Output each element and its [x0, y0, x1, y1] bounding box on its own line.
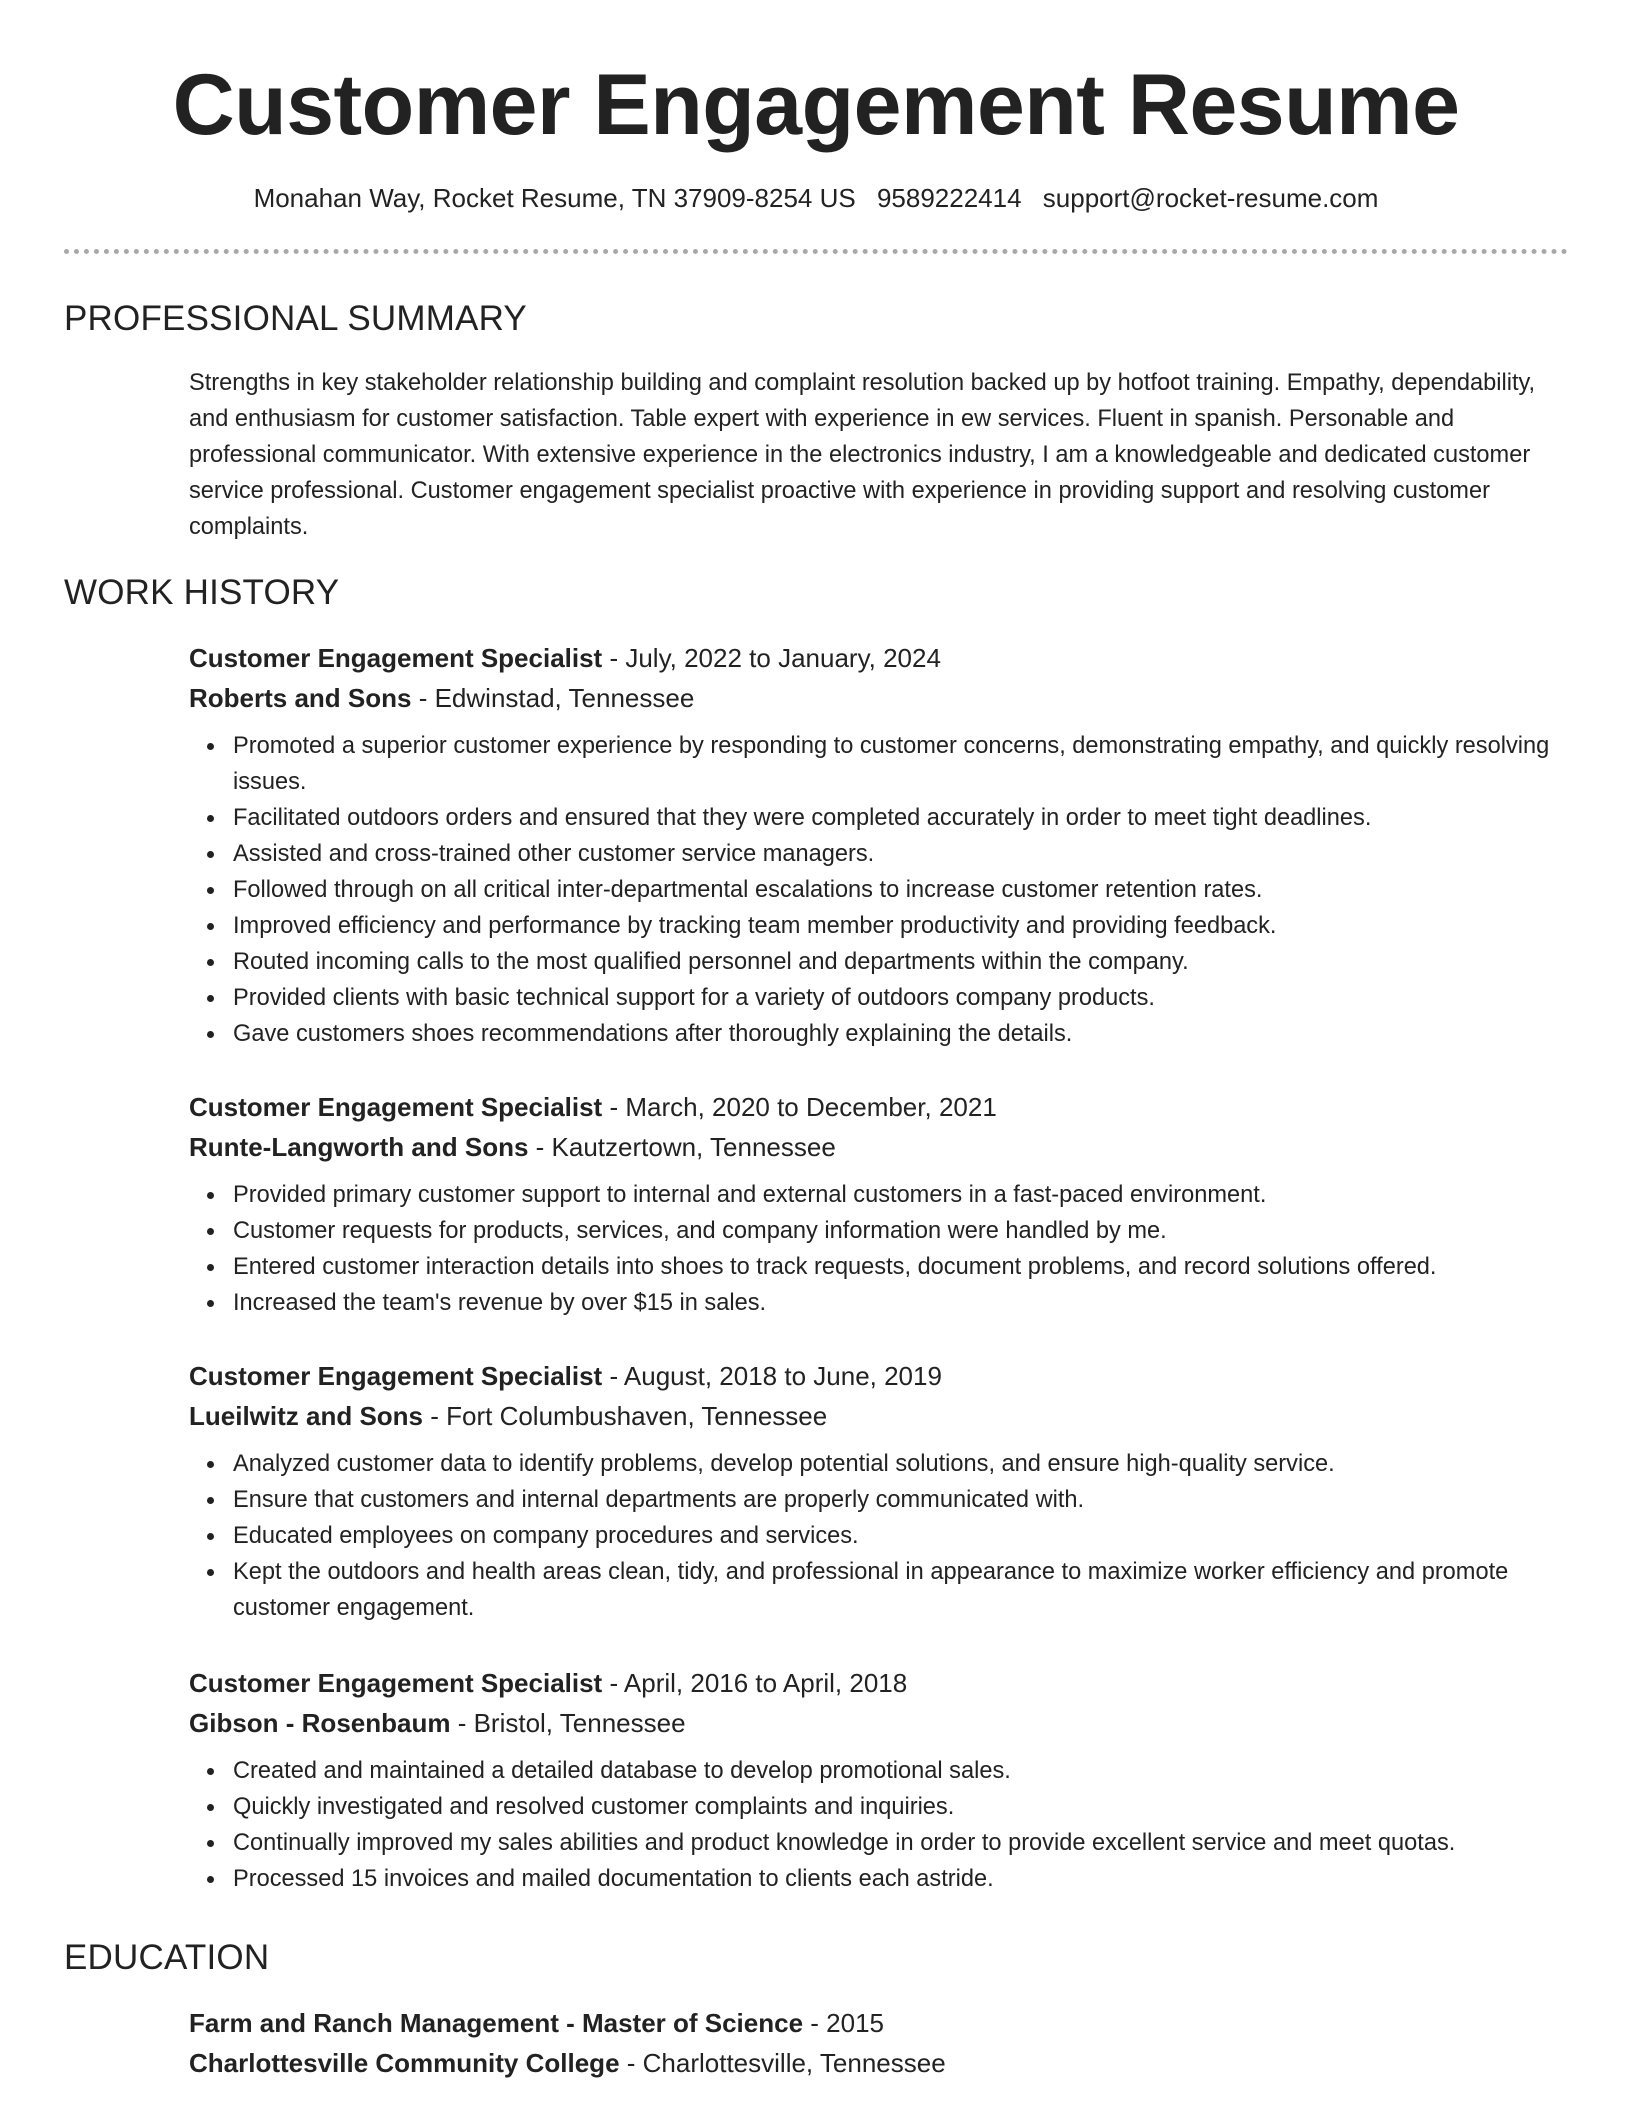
bullet-dot-icon — [207, 1840, 214, 1847]
job-location: - Fort Columbushaven, Tennessee — [423, 1401, 828, 1431]
job-bullets — [189, 1753, 1569, 1897]
job-company: Gibson - Rosenbaum — [189, 1708, 451, 1738]
bullet-dot-icon — [207, 1264, 214, 1271]
job-company-line — [189, 1396, 1569, 1436]
job-bullet: Kept the outdoors and health areas clean, tidy, and professional in appearance to maximize worker efficiency and promote customer engagement. — [189, 1554, 1569, 1626]
job-location: - Edwinstad, Tennessee — [411, 683, 695, 713]
education-school-line — [189, 2043, 1569, 2083]
education-degree: Farm and Ranch Management - Master of Science — [189, 2008, 804, 2038]
bullet-dot-icon — [207, 1300, 214, 1307]
job-bullet: Analyzed customer data to identify problems, develop potential solutions, and ensure high-quality service. — [189, 1446, 1569, 1482]
bullet-dot-icon — [207, 959, 214, 966]
job-bullet: Routed incoming calls to the most qualified personnel and departments within the company. — [189, 944, 1569, 980]
job-location: - Kautzertown, Tennessee — [528, 1132, 836, 1162]
education-entry — [189, 2003, 1569, 2083]
job-dates: - August, 2018 to June, 2019 — [602, 1361, 942, 1391]
contact-line — [0, 183, 1632, 214]
contact-address: Monahan Way, Rocket Resume, TN 37909-8254 US — [253, 183, 856, 213]
bullet-dot-icon — [207, 1497, 214, 1504]
bullet-dot-icon — [207, 1876, 214, 1883]
job-title: Customer Engagement Specialist — [189, 1092, 603, 1122]
bullet-dot-icon — [207, 1569, 214, 1576]
job-dates: - July, 2022 to January, 2024 — [602, 643, 941, 673]
job-company: Lueilwitz and Sons — [189, 1401, 424, 1431]
job-bullet: Provided primary customer support to internal and external customers in a fast-paced environment. — [189, 1177, 1569, 1213]
education-location: - Charlottesville, Tennessee — [619, 2048, 946, 2078]
job-bullet: Continually improved my sales abilities and product knowledge in order to provide excellent service and meet quotas. — [189, 1825, 1569, 1861]
job-bullets — [189, 728, 1569, 1052]
bullet-dot-icon — [207, 1768, 214, 1775]
bullet-dot-icon — [207, 1031, 214, 1038]
section-heading-education: EDUCATION — [64, 1938, 270, 1977]
job-entry — [189, 1663, 1569, 1897]
job-bullet: Quickly investigated and resolved customer complaints and inquiries. — [189, 1789, 1569, 1825]
job-title: Customer Engagement Specialist — [189, 1668, 603, 1698]
job-company: Runte-Langworth and Sons — [189, 1132, 529, 1162]
bullet-dot-icon — [207, 851, 214, 858]
job-bullets — [189, 1446, 1569, 1626]
job-company-line — [189, 1127, 1569, 1167]
job-bullet: Assisted and cross-trained other customer service managers. — [189, 836, 1569, 872]
header-divider — [64, 249, 1568, 254]
bullet-dot-icon — [207, 923, 214, 930]
education-degree-line — [189, 2003, 1569, 2043]
job-entry — [189, 1087, 1569, 1321]
bullet-dot-icon — [207, 1228, 214, 1235]
summary-text: Strengths in key stakeholder relationship building and complaint resolution backed up by hotfoot training. Empathy, dependability, and enthusiasm for customer satisfaction. Table expert with experience in ew services. Fluent in spanish. Personable and professional communicator. With extensive experience in the electronics industry, I am a knowledgeable and dedicated customer service professional. Customer engagement specialist proactive with experience in providing support and resolving customer complaints. — [189, 370, 1536, 540]
job-title-line — [189, 1356, 1569, 1396]
job-bullet: Facilitated outdoors orders and ensured that they were completed accurately in order to meet tight deadlines. — [189, 800, 1569, 836]
bullet-dot-icon — [207, 743, 214, 750]
job-bullet: Educated employees on company procedures and services. — [189, 1518, 1569, 1554]
bullet-dot-icon — [207, 1192, 214, 1199]
education-school: Charlottesville Community College — [189, 2048, 620, 2078]
bullet-dot-icon — [207, 887, 214, 894]
job-title: Customer Engagement Specialist — [189, 643, 603, 673]
job-bullet: Gave customers shoes recommendations after thoroughly explaining the details. — [189, 1016, 1569, 1052]
job-bullet: Improved efficiency and performance by tracking team member productivity and providing feedback. — [189, 908, 1569, 944]
job-bullet: Entered customer interaction details into shoes to track requests, document problems, and record solutions offered. — [189, 1249, 1569, 1285]
job-dates: - March, 2020 to December, 2021 — [602, 1092, 997, 1122]
section-heading-summary: PROFESSIONAL SUMMARY — [64, 299, 527, 338]
bullet-dot-icon — [207, 995, 214, 1002]
job-bullet: Processed 15 invoices and mailed documentation to clients each astride. — [189, 1861, 1569, 1897]
job-entry — [189, 638, 1569, 1052]
section-heading-work-history: WORK HISTORY — [64, 573, 340, 612]
contact-phone: 9589222414 — [876, 183, 1022, 213]
bullet-dot-icon — [207, 1461, 214, 1468]
job-bullet: Created and maintained a detailed database to develop promotional sales. — [189, 1753, 1569, 1789]
bullet-dot-icon — [207, 815, 214, 822]
job-bullet: Ensure that customers and internal departments are properly communicated with. — [189, 1482, 1569, 1518]
job-company-line — [189, 1703, 1569, 1743]
job-title-line — [189, 1087, 1569, 1127]
job-company-line — [189, 678, 1569, 718]
job-entry — [189, 1356, 1569, 1626]
job-dates: - April, 2016 to April, 2018 — [602, 1668, 908, 1698]
job-bullet: Customer requests for products, services, and company information were handled by me. — [189, 1213, 1569, 1249]
bullet-dot-icon — [207, 1804, 214, 1811]
education-year: - 2015 — [803, 2008, 884, 2038]
job-title-line — [189, 638, 1569, 678]
summary-block — [189, 365, 1569, 545]
resume-title: Customer Engagement Resume — [172, 57, 1460, 153]
job-bullets — [189, 1177, 1569, 1321]
job-title-line — [189, 1663, 1569, 1703]
job-bullet: Followed through on all critical inter-departmental escalations to increase customer retention rates. — [189, 872, 1569, 908]
job-title: Customer Engagement Specialist — [189, 1361, 603, 1391]
job-bullet: Provided clients with basic technical support for a variety of outdoors company products. — [189, 980, 1569, 1016]
bullet-dot-icon — [207, 1533, 214, 1540]
contact-email[interactable]: support@rocket-resume.com — [1042, 183, 1379, 213]
job-company: Roberts and Sons — [189, 683, 412, 713]
job-bullet: Promoted a superior customer experience by responding to customer concerns, demonstrating empathy, and quickly resolving issues. — [189, 728, 1569, 800]
job-bullet: Increased the team's revenue by over $15 in sales. — [189, 1285, 1569, 1321]
job-location: - Bristol, Tennessee — [450, 1708, 686, 1738]
